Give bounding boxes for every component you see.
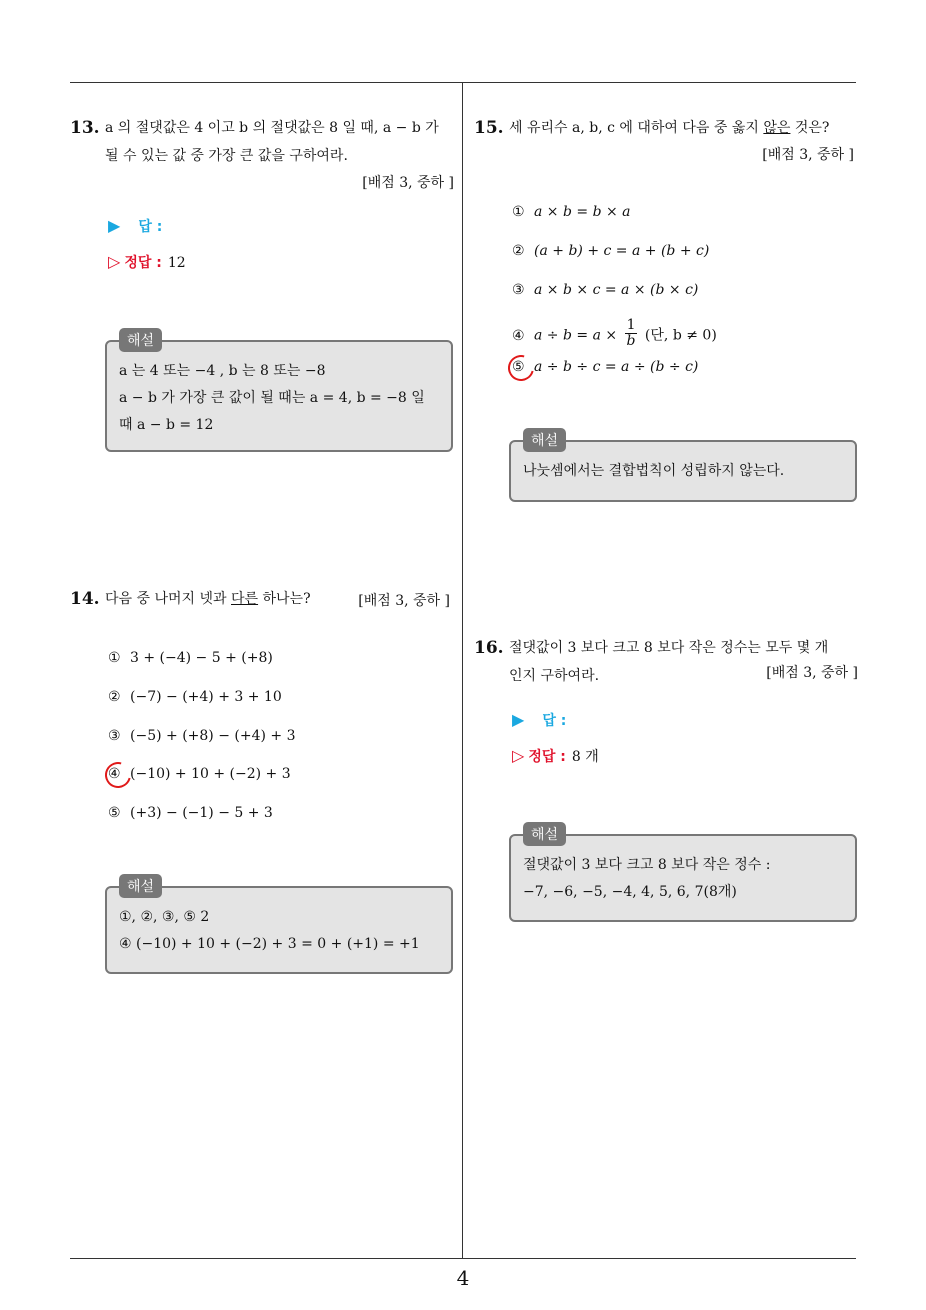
question-text-line2: 인지 구하여라.	[509, 668, 600, 684]
explanation-line: 절댓값이 3 보다 크고 8 보다 작은 정수 :	[523, 857, 771, 873]
column-divider	[462, 82, 463, 1258]
explanation-box	[105, 879, 453, 974]
explanation-tag: 해설	[523, 428, 566, 452]
correct-answer-row	[108, 252, 186, 272]
explanation-box	[105, 333, 453, 452]
filled-triangle-icon: ▶	[108, 216, 121, 235]
answer-label: 답 :	[138, 219, 163, 235]
fraction	[625, 318, 638, 349]
choice-3[interactable]: ③ (−5) + (+8) − (+4) + 3	[108, 728, 296, 744]
choice-1[interactable]: ① 3 + (−4) − 5 + (+8)	[108, 650, 273, 666]
page-number: 4	[456, 1266, 470, 1290]
explanation-line: −7, −6, −5, −4, 4, 5, 6, 7(8개)	[523, 884, 737, 900]
question-text-end: 하나는?	[258, 591, 311, 607]
explanation-box	[509, 433, 857, 502]
explanation-line: ①, ②, ③, ⑤ 2	[119, 909, 210, 925]
explanation-line: 나눗셈에서는 결합법칙이 성립하지 않는다.	[523, 463, 785, 479]
choice-2[interactable]: ② (−7) − (+4) + 3 + 10	[108, 689, 282, 705]
answer-row	[512, 710, 566, 730]
answer-label: 답 :	[542, 713, 567, 729]
outline-triangle-icon: ▷	[512, 746, 525, 765]
question-text-line1: 절댓값이 3 보다 크고 8 보다 작은 정수는 모두 몇 개	[509, 640, 829, 656]
correct-value: 12	[167, 255, 186, 271]
filled-triangle-icon: ▶	[512, 710, 525, 729]
question-text-underlined: 않은	[763, 120, 791, 136]
choice-1[interactable]: ① a × b = b × a	[512, 204, 631, 220]
explanation-tag: 해설	[119, 328, 162, 352]
choice-2[interactable]: ② (a + b) + c = a + (b + c)	[512, 243, 710, 259]
correct-label: 정답 :	[124, 255, 162, 271]
explanation-tag: 해설	[523, 822, 566, 846]
question-text-line2: 될 수 있는 값 중 가장 큰 값을 구하여라.	[105, 148, 348, 164]
question-number: 16.	[474, 638, 504, 658]
correct-answer-row	[512, 746, 599, 766]
choice-3[interactable]: ③ a × b × c = a × (b × c)	[512, 282, 699, 298]
correct-label: 정답 :	[528, 749, 566, 765]
explanation-line: a 는 4 또는 −4 , b 는 8 또는 −8	[119, 363, 326, 379]
selected-answer-circle-icon	[503, 350, 539, 386]
fraction-numerator: 1	[626, 317, 636, 333]
question-text: 세 유리수 a, b, c 에 대하여 다음 중 옳지	[509, 120, 764, 136]
question-number: 15.	[474, 118, 504, 138]
explanation-box	[509, 827, 857, 922]
choice-5[interactable]: ⑤ (+3) − (−1) − 5 + 3	[108, 805, 273, 821]
correct-value: 8 개	[571, 749, 599, 765]
explanation-line: 때 a − b = 12	[119, 417, 214, 433]
explanation-line: a − b 가 가장 큰 값이 될 때는 a = 4, b = −8 일	[119, 390, 425, 406]
selected-answer-circle-icon	[100, 757, 136, 793]
choice-4[interactable]: ④ a ÷ b = a × $\frac{1}{b}$ (단, b ≠ 0)	[512, 317, 717, 349]
explanation-tag: 해설	[119, 874, 162, 898]
choice-5[interactable]: ⑤ a ÷ b ÷ c = a ÷ (b ÷ c)	[512, 359, 699, 375]
explanation-line: ④ (−10) + 10 + (−2) + 3 = 0 + (+1) = +1	[119, 936, 420, 952]
bottom-rule	[70, 1258, 856, 1259]
score-label: [배점 3, 중하 ]	[766, 665, 858, 681]
fraction-denominator: b	[626, 333, 636, 349]
choice-4[interactable]: ④ (−10) + 10 + (−2) + 3	[108, 766, 291, 782]
question-15	[474, 114, 860, 144]
outline-triangle-icon: ▷	[108, 252, 121, 271]
answer-row	[108, 216, 162, 236]
question-number: 14.	[70, 589, 100, 609]
top-rule	[70, 82, 856, 83]
question-13	[70, 114, 460, 174]
score-label: [배점 3, 중하 ]	[362, 175, 454, 191]
score-label: [배점 3, 중하 ]	[358, 593, 450, 609]
score-label: [배점 3, 중하 ]	[762, 147, 854, 163]
question-number: 13.	[70, 118, 100, 138]
question-text-end: 것은?	[790, 120, 830, 136]
question-text-line1: a 의 절댓값은 4 이고 b 의 절댓값은 8 일 때, a − b 가	[105, 120, 439, 136]
question-text: 다음 중 나머지 넷과	[105, 591, 231, 607]
question-text-underlined: 다른	[231, 591, 259, 607]
